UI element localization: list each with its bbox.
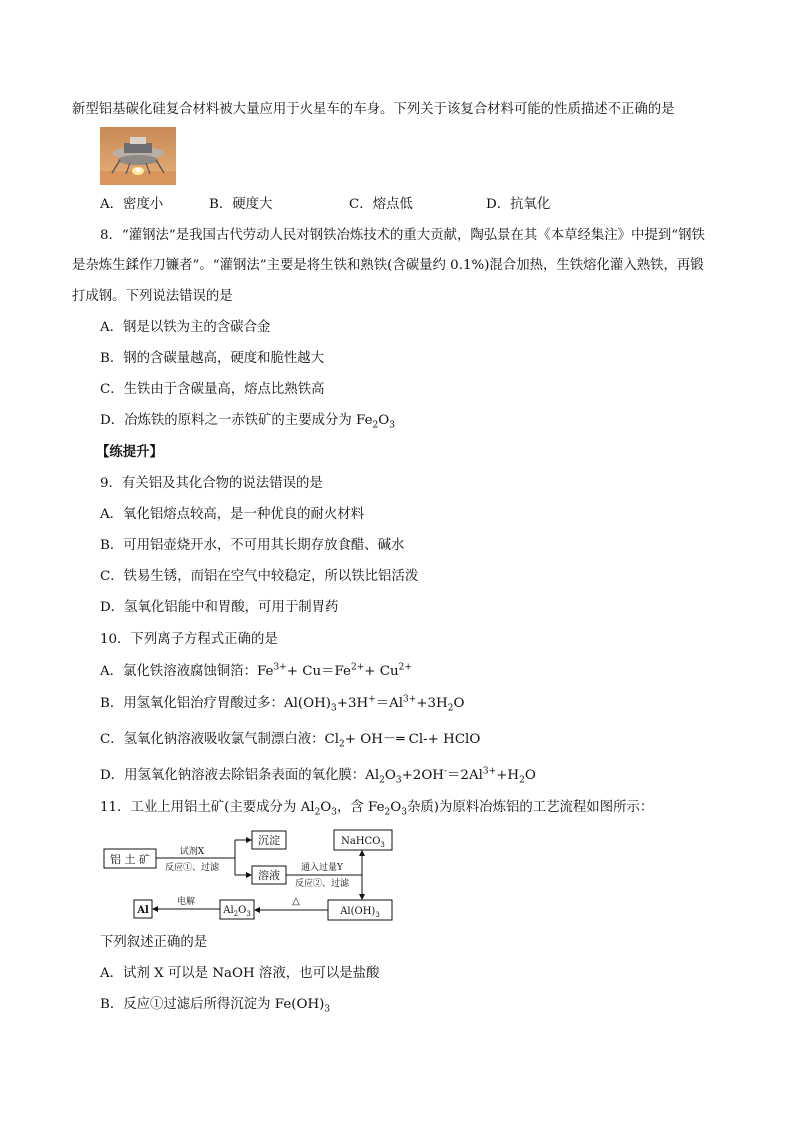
q7-option-c: C．熔点低 <box>349 197 413 212</box>
section-heading: 【练提升】 <box>96 444 163 460</box>
q9-stem: 9．有关铝及其化合物的说法错误的是 <box>100 476 323 491</box>
q7-option-b: B．硬度大 <box>209 197 273 212</box>
flow-al: Al <box>137 905 149 916</box>
q11-option-a: A．试剂 X 可以是 NaOH 溶液，也可以是盐酸 <box>100 966 380 981</box>
flow-ore-label: 铝 土 矿 <box>110 853 150 866</box>
flow-al2o3: $Al_2O_3$ <box>223 905 251 918</box>
q10-stem: 10．下列离子方程式正确的是 <box>100 632 278 647</box>
q10-option-a: A．氯化铁溶液腐蚀铜箔：$Fe^{3+}+ Cu=Fe^{2+}+ Cu^{2+}$ <box>100 662 412 679</box>
q9-option-b: B．可用铝壶烧开水，不可用其长期存放食醋、碱水 <box>100 538 405 553</box>
flow-precipitate: 沉淀 <box>258 834 280 847</box>
q8-option-a: A．钢是以铁为主的含碳合金 <box>100 320 271 335</box>
q7-option-d: D．抗氧化 <box>486 197 551 212</box>
q11-option-b: B．反应①过滤后所得沉淀为 $Fe(OH)_3$ <box>100 997 331 1015</box>
q11-question: 下列叙述正确的是 <box>100 935 208 950</box>
q9-option-d: D．氢氧化铝能中和胃酸，可用于制胃药 <box>100 600 339 615</box>
q9-option-a: A．氧化铝熔点较高，是一种优良的耐火材料 <box>100 507 365 522</box>
flow-excess-y: 通入过量Y <box>301 863 343 873</box>
q8-option-c: C．生铁由于含碳量高，熔点比熟铁高 <box>100 382 325 397</box>
flow-solution: 溶液 <box>258 869 280 882</box>
q7-stem: 新型铝基碳化硅复合材料被大量应用于火星车的车身。下列关于该复合材料可能的性质描述不正确的是 <box>72 102 675 117</box>
flow-aloh3: $Al(OH)_3$ <box>340 906 380 919</box>
q7-option-a: A．密度小 <box>100 197 164 212</box>
flow-reagent-x: 试剂X <box>179 847 205 857</box>
flow-reaction1: 反应①、过滤 <box>164 863 220 873</box>
process-flow-diagram <box>100 828 400 924</box>
q8-option-d: D．冶炼铁的原料之一赤铁矿的主要成分为 $Fe_2O_3$ <box>100 413 395 431</box>
q8-stem-line1: 8．“灌钢法”是我国古代劳动人民对钢铁冶炼技术的重大贡献，陶弘景在其《本草经集注》中提到“钢铁 <box>100 228 705 243</box>
q8-stem-line2: 是杂炼生鍒作刀镰者”。“灌钢法”主要是将生铁和熟铁(含碳量约 0.1%)混合加热，生铁熔化灌入熟铁，再锻 <box>72 258 704 273</box>
q8-option-b: B．钢的含碳量越高，硬度和脆性越大 <box>100 351 325 366</box>
q11-stem: 11．工业上用铝土矿(主要成分为 $Al_2O_3$，含 $Fe_2O_3$杂质)为原料冶炼铝的工艺流程如图所示： <box>100 800 654 818</box>
flow-reaction2: 反应②、过滤 <box>294 879 350 889</box>
mars-rover-image <box>100 127 176 185</box>
q10-option-c: C．氢氧化钠溶液吸收氯气制漂白液：$Cl_2+$ OH－═ Cl-+ HClO <box>100 732 481 750</box>
q10-option-b: B．用氢氧化铝治疗胃酸过多：$Al(OH)_3+3H^+=Al^{3+}+3H_2O$ <box>100 694 465 714</box>
q9-option-c: C．铁易生锈，而铝在空气中较稳定，所以铁比铝活泼 <box>100 569 419 584</box>
flow-electrolysis: 电解 <box>176 897 196 907</box>
flow-nahco3: NaHCO$_3$ <box>341 836 385 849</box>
q8-stem-line3: 打成钢。下列说法错误的是 <box>72 289 233 304</box>
flow-delta: △ <box>292 896 300 907</box>
q10-option-d: D．用氢氧化钠溶液去除铝条表面的氧化膜：$Al_2O_3+2OH^-=2Al^{3+}+H_2O$ <box>100 766 536 786</box>
